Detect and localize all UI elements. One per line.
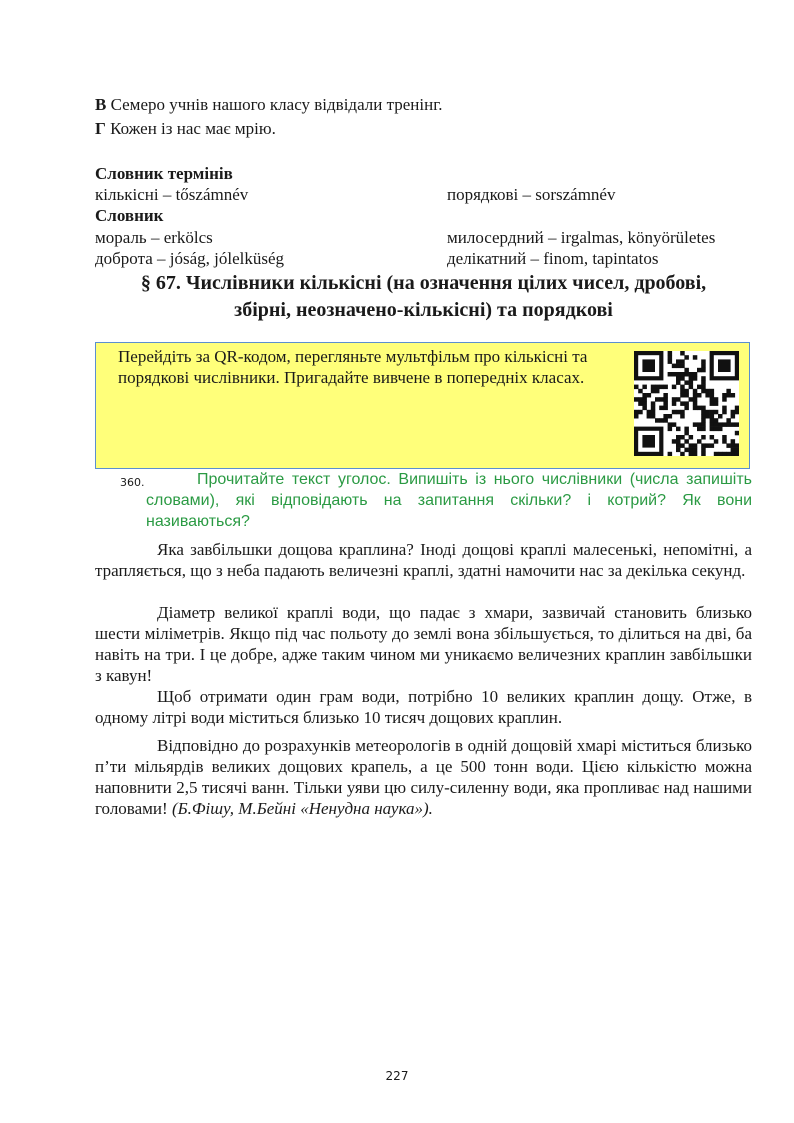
qr-info-box xyxy=(95,342,750,469)
item-text: Семеро учнів нашого класу відвідали тренінг. xyxy=(106,95,443,114)
paragraph xyxy=(95,735,752,819)
qr-info-text: Перейдіть за QR-кодом, перегляньте мультфільм про кількісні та порядкові числівники. Пригадайте вивчене в попередніх класах. xyxy=(118,347,588,387)
item-letter: В xyxy=(95,95,107,114)
terms-left: кількісні – tőszámnév xyxy=(95,185,249,204)
terms-right: порядкові – sorszámnév xyxy=(447,185,616,204)
paragraph: Яка завбільшки дощова краплина? Іноді дощові краплі малесенькі, непомітні, а трапляється, що з неба падають величезні краплі, здатні намочити нас за декілька секунд. xyxy=(95,540,752,580)
qr-code-icon[interactable] xyxy=(634,351,739,456)
dictionary-row1-left: мораль – erkölcs xyxy=(95,228,213,247)
paragraph-text: Відповідно до розрахунків метеорологів в одній дощовій хмарі міститься близько п’ти мільярдів великих дощових крапель, а це 500 тонн води. Цією кількістю можна наповнити 2,5 тисячі ванн. Тільки уяви цю силу-силенну води, яка пропливає над нашими головами! xyxy=(95,736,752,818)
dictionary-row2-right: делікатний – finom, tapintatos xyxy=(447,249,659,268)
item-letter: Г xyxy=(95,119,106,138)
exercise-task: Прочитайте текст уголос. Випишіть із нього числівники (числа запишіть словами), які відповідають на запитання скільки? і котрий? Як вони називаються? xyxy=(146,471,752,530)
item-text: Кожен із нас має мрію. xyxy=(105,119,276,138)
intro-item-b xyxy=(95,94,443,115)
page-number: 227 xyxy=(385,1069,409,1083)
exercise-number: 360. xyxy=(120,476,145,489)
dictionary-heading: Словник xyxy=(95,206,164,225)
paragraph: Діаметр великої краплі води, що падає з хмари, зазвичай становить близько шести міліметрів. Якщо під час польоту до землі вона збільшується, то ділиться на дві, ба навіть на три. І це добре, адже таким чином ми уникаємо величезних краплин завбільшки з кавун! xyxy=(95,603,752,685)
section-title-line2: збірні, неозначено-кількісні) та порядкові xyxy=(234,299,613,321)
paragraph: Щоб отримати один грам води, потрібно 10 великих краплин дощу. Отже, в одному літрі води міститься близько 10 тисяч дощових краплин. xyxy=(95,687,752,727)
dictionary-row1-right: милосердний – irgalmas, könyörületes xyxy=(447,228,716,247)
intro-item-g xyxy=(95,118,276,139)
section-title xyxy=(95,270,752,324)
section-title-line1: § 67. Числівники кількісні (на означення цілих чисел, дробові, xyxy=(140,272,707,294)
source-citation: (Б.Фішу, М.Бейні «Ненудна наука»). xyxy=(171,799,433,818)
dictionary-row2-left: доброта – jóság, jólelküség xyxy=(95,249,285,268)
terms-heading: Словник термінів xyxy=(95,164,233,183)
